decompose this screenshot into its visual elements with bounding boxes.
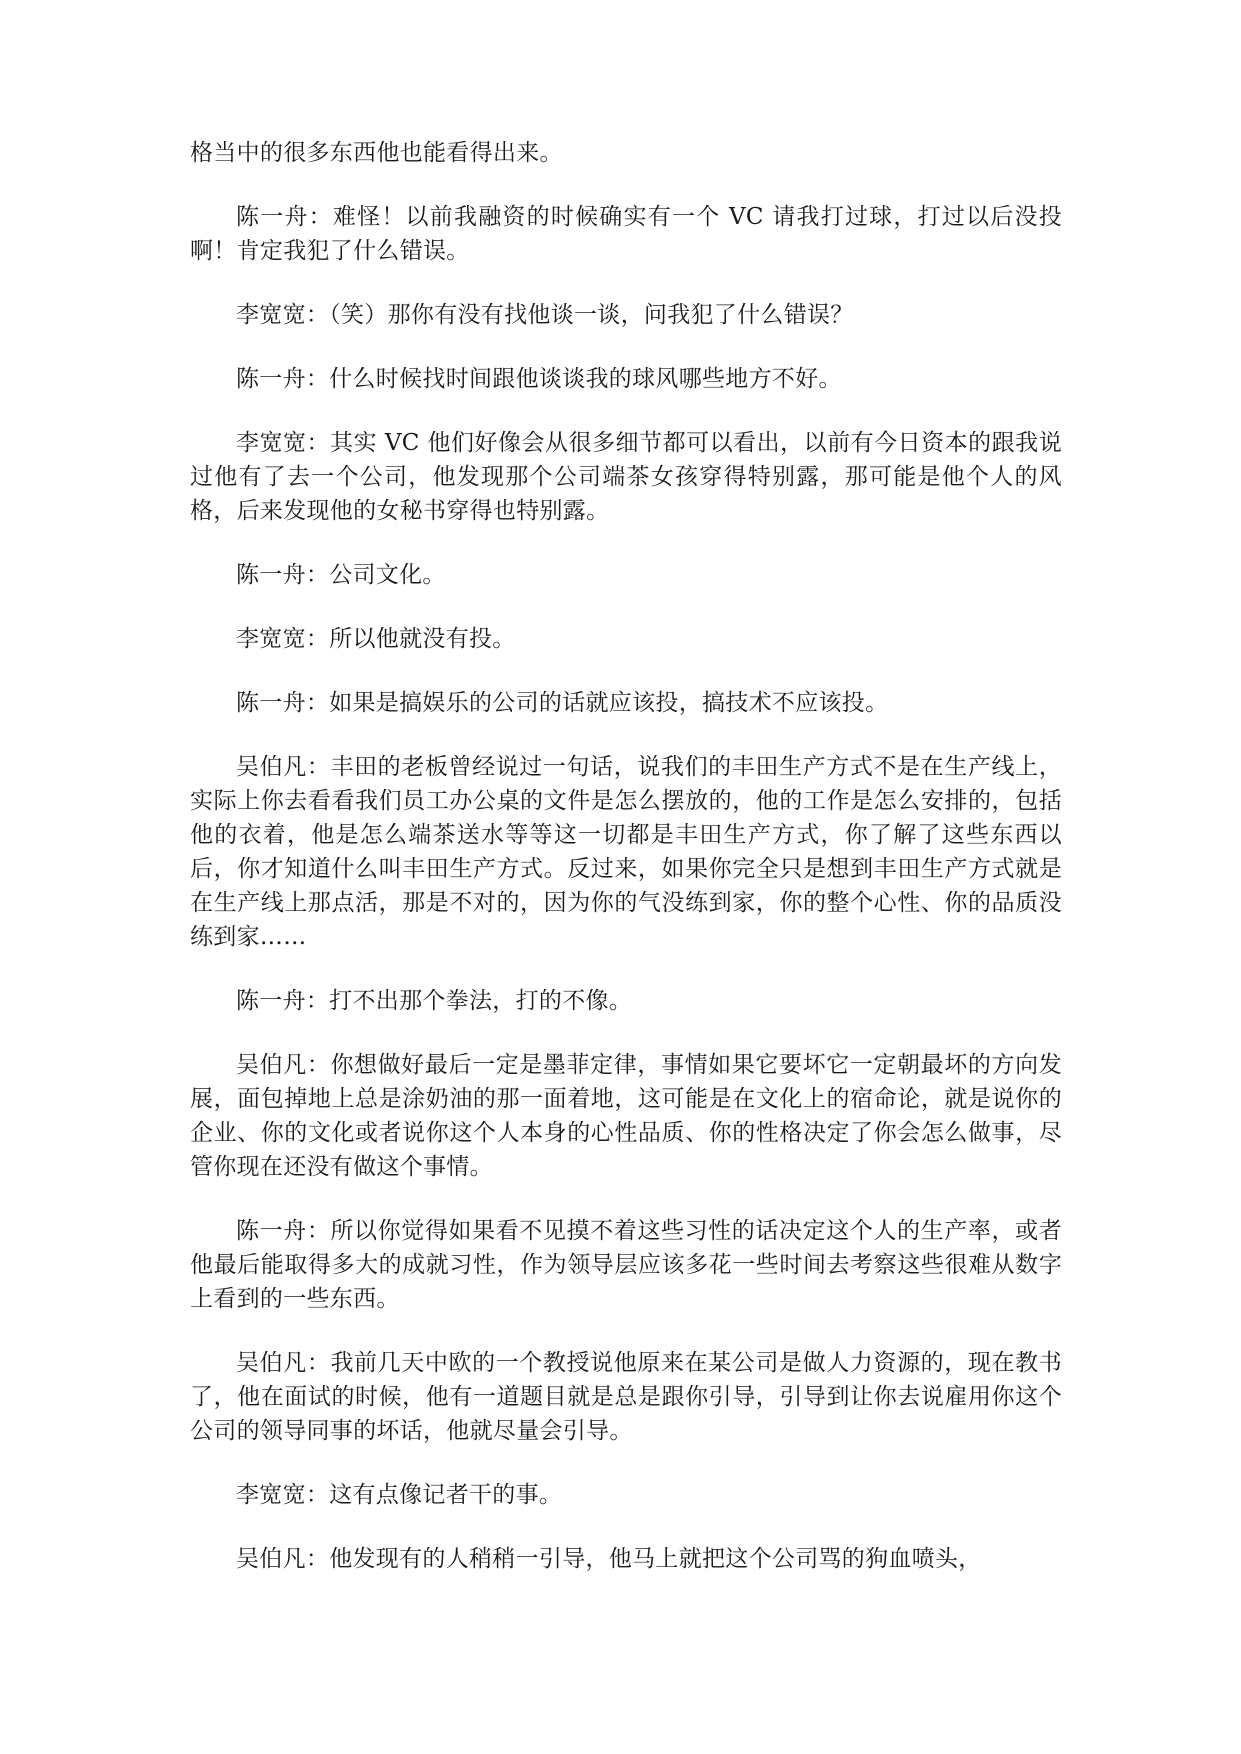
speech-text: 打不出那个拳法，打的不像。	[329, 988, 633, 1014]
paragraph	[190, 1346, 1062, 1448]
speech-text: 我前几天中欧的一个教授说他原来在某公司是做人力资源的，现在教书了，他在面试的时候，他有一道题目就是总是跟你引导，引导到让你去说雇用你这个公司的领导同事的坏话，他就尽量会引导。	[190, 1350, 1062, 1444]
speech-text: 这有点像记者干的事。	[329, 1482, 563, 1508]
speaker-name: 李宽宽：	[236, 302, 330, 328]
speaker-name: 陈一舟：	[236, 988, 330, 1014]
paragraph	[190, 426, 1062, 528]
speaker-name: 吴伯凡：	[236, 1350, 331, 1376]
paragraph	[190, 136, 1062, 170]
speech-text: 什么时候找时间跟他谈谈我的球风哪些地方不好。	[329, 366, 842, 392]
speaker-name: 陈一舟：	[236, 1218, 331, 1244]
speaker-name: 陈一舟：	[236, 690, 330, 716]
speech-text: 其实 VC 他们好像会从很多细节都可以看出，以前有今日资本的跟我说过他有了去一个公司，他发现那个公司端茶女孩穿得特别露，那可能是他个人的风格，后来发现他的女秘书穿得也特别露。	[190, 430, 1062, 524]
speech-text: （笑）那你有没有找他谈一谈，问我犯了什么错误？	[329, 302, 854, 328]
paragraph	[190, 558, 1062, 592]
speaker-name: 李宽宽：	[236, 1482, 330, 1508]
paragraph	[190, 1478, 1062, 1512]
speaker-name: 陈一舟：	[236, 204, 333, 230]
speech-text: 丰田的老板曾经说过一句话，说我们的丰田生产方式不是在生产线上，实际上你去看看我们员工办公桌的文件是怎么摆放的，他的工作是怎么安排的，包括他的衣着，他是怎么端茶送水等等这一切都是丰田生产方式，你了解了这些东西以后，你才知道什么叫丰田生产方式。反过来，如果你完全只是想到丰田生产方式就是在生产线上那点活，那是不对的，因为你的气没练到家，你的整个心性、你的品质没练到家……	[190, 754, 1062, 950]
speech-text: 他发现有的人稍稍一引导，他马上就把这个公司骂的狗血喷头，	[329, 1546, 982, 1572]
paragraph	[190, 1542, 1062, 1576]
speech-text: 你想做好最后一定是墨菲定律，事情如果它要坏它一定朝最坏的方向发展，面包掉地上总是涂奶油的那一面着地，这可能是在文化上的宿命论，就是说你的企业、你的文化或者说你这个人本身的心性品质、你的性格决定了你会怎么做事，尽管你现在还没有做这个事情。	[190, 1052, 1062, 1180]
speech-text: 所以你觉得如果看不见摸不着这些习性的话决定这个人的生产率，或者他最后能取得多大的成就习性，作为领导层应该多花一些时间去考察这些很难从数字上看到的一些东西。	[190, 1218, 1062, 1312]
speaker-name: 陈一舟：	[236, 562, 330, 588]
speech-text: 所以他就没有投。	[329, 626, 516, 652]
paragraph	[190, 984, 1062, 1018]
paragraph	[190, 750, 1062, 954]
speech-text: 公司文化。	[329, 562, 446, 588]
speaker-name: 吴伯凡：	[236, 754, 331, 780]
speaker-name: 吴伯凡：	[236, 1546, 330, 1572]
speech-text: 难怪！以前我融资的时候确实有一个 VC 请我打过球，打过以后没投啊！肯定我犯了什么错误。	[190, 204, 1062, 264]
paragraph	[190, 200, 1062, 268]
paragraph	[190, 1214, 1062, 1316]
speaker-name: 吴伯凡：	[236, 1052, 331, 1078]
speaker-name: 李宽宽：	[236, 430, 331, 456]
document-body	[190, 136, 1062, 1606]
speech-text: 如果是搞娱乐的公司的话就应该投，搞技术不应该投。	[329, 690, 889, 716]
speaker-name: 李宽宽：	[236, 626, 330, 652]
paragraph	[190, 298, 1062, 332]
speaker-name: 陈一舟：	[236, 366, 330, 392]
speech-text: 格当中的很多东西他也能看得出来。	[190, 140, 563, 166]
paragraph	[190, 362, 1062, 396]
paragraph	[190, 686, 1062, 720]
paragraph	[190, 622, 1062, 656]
paragraph	[190, 1048, 1062, 1184]
